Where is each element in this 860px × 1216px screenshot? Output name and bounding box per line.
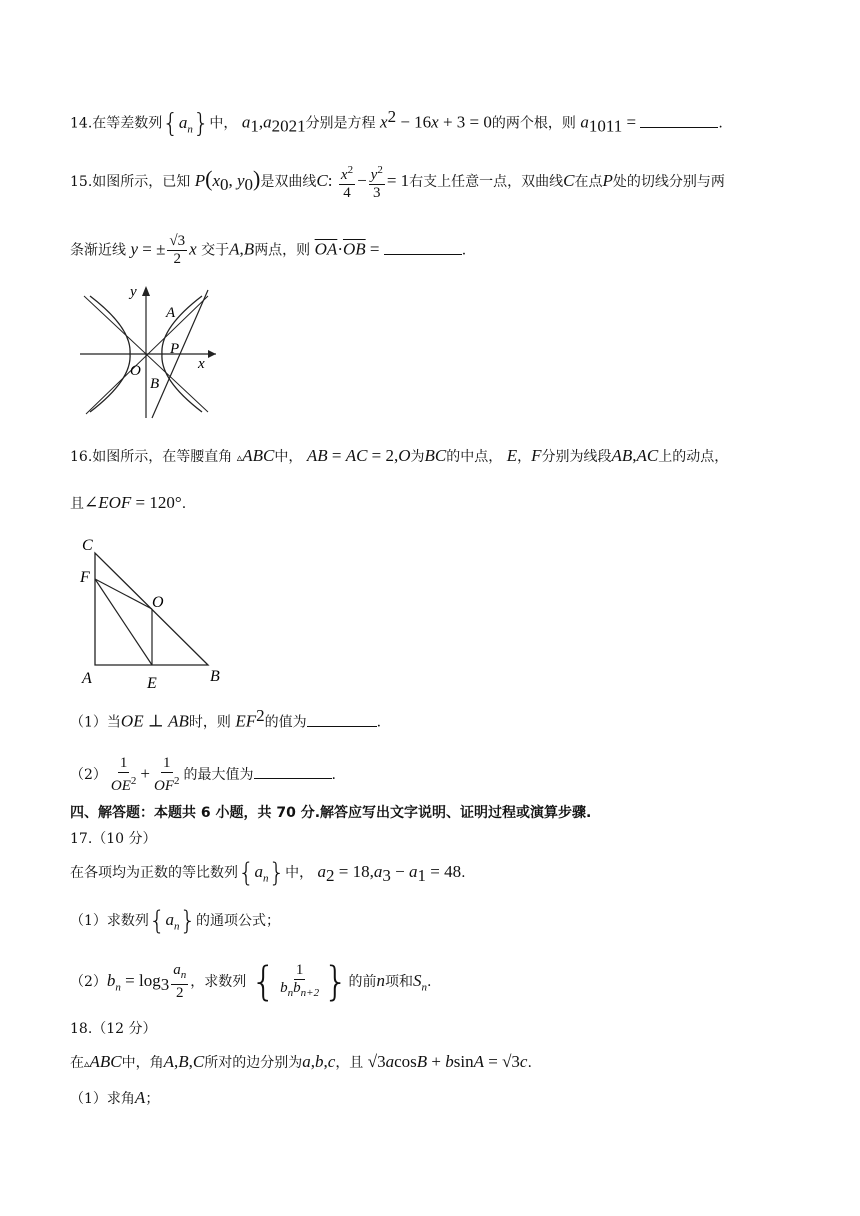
question-15: 15.如图所示，已知 $P(x_0$, $y_0$)是双曲线C: $\frac{x^2}{4}$ − $\frac{y^2}{3}$ = 1右支上任意一点，双曲线C在点P处的切线分别与两	[70, 164, 725, 201]
question-17-header: 17.（10 分）	[70, 831, 157, 847]
fraction-sqrt3-over-2: $\frac{√3}{2}$	[169, 233, 186, 267]
label-A: A	[82, 670, 92, 687]
question-16-cont: 且∠EOF = 120°.	[70, 493, 187, 512]
question-16: 16.如图所示，在等腰直角 ▵ABC中， AB = AC = 2,O为BC的中点， E，F分别为线段AB,AC上的动点，	[70, 446, 729, 465]
question-17-part-1: （1）求数列$\{a_n\}$的通项公式；	[70, 906, 281, 936]
answer-blank-14[interactable]	[640, 113, 718, 128]
question-16-part-2: （2） $\frac{1}{OE^2}$ + $\frac{1}{OF^2}$ 的最大值为 .	[70, 755, 336, 794]
label-B: B	[150, 376, 160, 392]
fraction-an-over-2: $\frac{a_n}{2}$	[173, 962, 187, 1001]
question-18-header: 18.（12 分）	[70, 1021, 157, 1037]
question-18: 在▵ABC中，角A,B,C所对的边分别为a,b,c，且 √3acosB + bsinA = √3c.	[70, 1052, 532, 1071]
question-14: 14.在等差数列$\{a_n\}$中， $a_1,a_{2021}$分别是方程 $x^2 - 16x + 3 = 0$的两个根，则 $a_{1011}$ = .	[70, 107, 723, 139]
label-O: O	[152, 594, 164, 611]
question-15-cont: 条渐近线 y = ± $\frac{√3}{2}$ x 交于A,B两点，则 $\overline{OA}\cdot\overline{OB}$ = .	[70, 233, 467, 267]
label-B: B	[210, 668, 220, 685]
triangle-figure	[74, 533, 234, 691]
section-4-heading: 四、解答题：本题共 6 小题，共 70 分.解答应写出文字说明、证明过程或演算步骤.	[70, 805, 592, 821]
label-F: F	[80, 569, 90, 586]
fraction-x2-over-4: $\frac{x^2}{4}$	[340, 164, 354, 201]
hyperbola-figure	[74, 282, 224, 422]
answer-blank-16-1[interactable]	[307, 712, 377, 727]
answer-blank-16-2[interactable]	[254, 764, 332, 779]
segment-FE	[95, 579, 152, 665]
y-axis-arrow	[142, 286, 150, 296]
question-17: 在各项均为正数的等比数列$\{a_n\}$中， $a_2 = 18,a_3 - a_1 = 48$.	[70, 858, 466, 888]
fraction-1-over-OF2: $\frac{1}{OF^2}$	[154, 755, 180, 794]
label-E: E	[147, 675, 157, 691]
question-17-part-2: $(2)b_n = \log_3$ $\frac{a_n}{2}$ ，求数列 { $\frac{1}{b_nb_{n+2}}$ }的前n项和$S_n$.	[70, 959, 432, 1005]
asymptote-2	[86, 296, 208, 414]
fraction-1-over-bnbn2: $\frac{1}{b_nb_{n+2}}$	[280, 962, 320, 999]
label-y: y	[130, 284, 137, 300]
label-A: A	[166, 305, 176, 321]
question-18-part-1: （1）求角A；	[70, 1088, 160, 1107]
label-x: x	[198, 356, 205, 372]
fraction-1-over-OE2: $\frac{1}{OE^2}$	[110, 755, 137, 794]
label-C: C	[82, 537, 93, 554]
x-axis-arrow	[208, 350, 216, 358]
label-P: P	[170, 341, 180, 357]
label-O: O	[130, 363, 141, 379]
question-16-part-1: （1）当OE ⊥ AB时，则 $EF^2$的值为 .	[70, 706, 382, 731]
fraction-y2-over-3: $\frac{y^2}{3}$	[370, 164, 383, 201]
answer-blank-15[interactable]	[384, 240, 462, 255]
segment-FO	[95, 579, 152, 609]
